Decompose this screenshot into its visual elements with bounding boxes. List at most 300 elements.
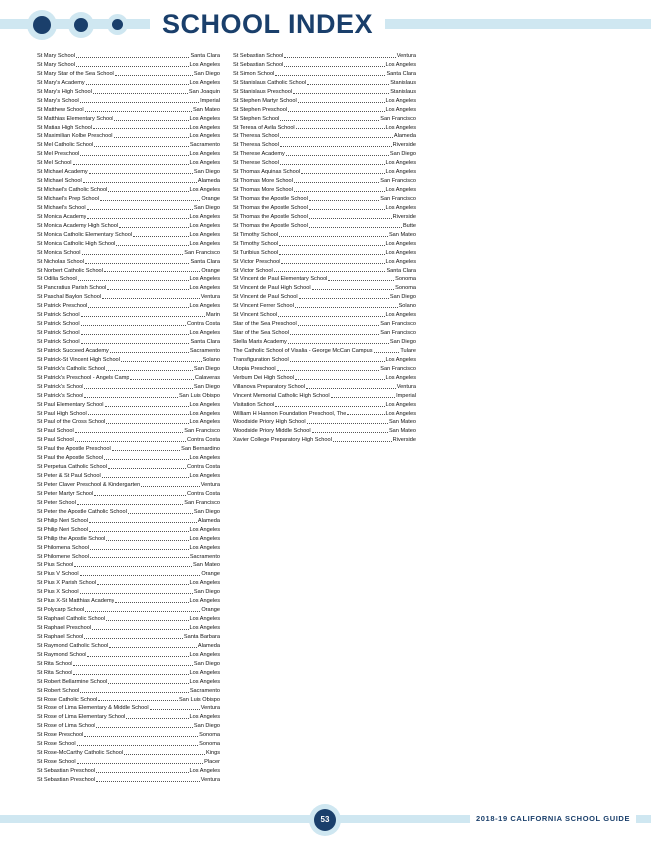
school-location: San Francisco [380, 365, 416, 372]
school-name: St Thomas the Apostle School [233, 196, 308, 202]
dot-leader [290, 361, 385, 362]
school-name: St Thomas Aquinas School [233, 169, 301, 176]
school-name: St Vincent Ferrer School [233, 303, 294, 310]
index-entry [37, 660, 220, 669]
dot-leader [89, 522, 197, 523]
dot-leader [295, 379, 385, 380]
header-dot-large-inner [33, 16, 51, 34]
school-location: Ventura [396, 53, 416, 59]
school-name: St Norbert Catholic School [37, 267, 103, 274]
index-entry [233, 258, 416, 267]
index-entry [233, 383, 416, 392]
index-entry [37, 624, 220, 633]
school-name: St Philip the Apostle School [37, 535, 106, 542]
school-location: Los Angeles [189, 401, 220, 408]
school-location: Alameda [393, 133, 416, 140]
dot-leader [74, 566, 192, 567]
index-entry [233, 374, 416, 383]
index-entry [37, 508, 220, 517]
dot-leader [115, 602, 188, 603]
school-name: St Rose-McCarthy Catholic School [37, 750, 124, 757]
dot-leader [84, 388, 192, 389]
index-entry [37, 365, 220, 374]
school-location: San Diego [389, 339, 416, 345]
school-location: Sonoma [395, 276, 416, 283]
dot-leader [84, 397, 177, 398]
dot-leader [75, 432, 184, 433]
school-location: Los Angeles [189, 160, 220, 167]
school-location: Los Angeles [189, 133, 220, 140]
index-entry [37, 383, 220, 392]
index-entry [37, 490, 220, 499]
index-entry [37, 177, 220, 186]
index-entry [233, 347, 416, 356]
school-location: San Diego [193, 660, 220, 667]
dot-leader [106, 620, 188, 621]
school-location: Los Angeles [189, 276, 220, 283]
school-name: St Patrick School [37, 339, 80, 345]
school-name: St Peter the Apostle Catholic School [37, 508, 127, 515]
index-entry [37, 499, 220, 508]
school-location: Los Angeles [385, 187, 416, 194]
index-entry [37, 132, 220, 141]
school-name: St Therese School [233, 160, 279, 167]
index-entry [37, 115, 220, 124]
school-name: St Rita School [37, 669, 73, 676]
dot-leader [76, 57, 190, 58]
index-entry [37, 696, 220, 705]
school-name: St Timothy School [233, 240, 279, 247]
school-location: San Diego [193, 383, 220, 390]
index-entry [37, 240, 220, 249]
school-name: St Thomas More School [233, 178, 293, 185]
school-name: St Paul of the Cross School [37, 419, 106, 426]
index-entry [233, 150, 416, 159]
index-entry [37, 454, 220, 463]
school-name: St Patrick-St Vincent High School [37, 356, 120, 363]
dot-leader [96, 727, 192, 728]
dot-leader [347, 414, 384, 415]
index-entry [37, 168, 220, 177]
school-name: St Perpetua Catholic School [37, 464, 107, 471]
page-number: 53 [314, 809, 336, 831]
school-location: Los Angeles [189, 124, 220, 131]
index-entry [233, 311, 416, 320]
index-entry [233, 320, 416, 329]
index-entry [37, 758, 220, 767]
index-entry [37, 767, 220, 776]
index-entry [37, 427, 220, 436]
school-location: Santa Clara [190, 258, 220, 265]
school-name: St Philomena School [37, 544, 89, 551]
index-entry [37, 713, 220, 722]
school-location: Ventura [200, 776, 220, 783]
dot-leader [309, 218, 392, 219]
dot-leader [108, 191, 188, 192]
index-entry [233, 168, 416, 177]
dot-leader [284, 57, 395, 58]
school-location: San Francisco [184, 499, 220, 506]
index-entry [37, 669, 220, 678]
index-entry [37, 356, 220, 365]
school-name: St Mel Preschool [37, 151, 80, 158]
school-location: Los Angeles [385, 106, 416, 113]
school-name: St Victor School [233, 267, 273, 274]
dot-leader [296, 128, 385, 129]
school-location: Los Angeles [385, 240, 416, 247]
school-location: San Francisco [380, 178, 416, 185]
index-entry [37, 293, 220, 302]
school-location: San Diego [193, 723, 220, 730]
index-entry [37, 275, 220, 284]
dot-leader [81, 343, 190, 344]
school-name: St Thomas the Apostle School [233, 213, 308, 220]
dot-leader [107, 289, 188, 290]
school-name: St Rose of Lima School [37, 723, 96, 730]
index-entry [37, 642, 220, 651]
school-name: St Michael Academy [37, 169, 88, 176]
index-entry [233, 329, 416, 338]
school-location: Orange [201, 267, 220, 274]
school-name: The Catholic School of Visalia - George McCan Campus [233, 347, 373, 354]
dot-leader [81, 334, 189, 335]
school-location: Los Angeles [189, 213, 220, 220]
school-location: Riverside [392, 437, 416, 444]
dot-leader [73, 674, 188, 675]
dot-leader [281, 263, 384, 264]
school-name: St Patrick School [37, 321, 80, 328]
school-location: Los Angeles [385, 401, 416, 408]
school-name: St Michael's Prep School [37, 196, 100, 202]
dot-leader [85, 263, 190, 264]
index-entry [37, 687, 220, 696]
index-entry [37, 329, 220, 338]
school-name: St Simon School [233, 70, 275, 77]
index-entry [37, 88, 220, 97]
dot-leader [115, 75, 193, 76]
school-name: St Paul High School [37, 410, 87, 417]
dot-leader [280, 137, 393, 138]
school-location: Orange [201, 196, 220, 202]
dot-leader [128, 513, 193, 514]
index-entry [37, 213, 220, 222]
header-dot-medium-inner [74, 18, 88, 32]
index-entry [37, 678, 220, 687]
school-location: San Francisco [380, 330, 416, 337]
index-entry [233, 222, 416, 231]
index-entry [37, 159, 220, 168]
left-index-column [37, 52, 220, 785]
index-entry [233, 427, 416, 436]
school-location: Los Angeles [385, 249, 416, 256]
school-location: Sacramento [189, 687, 220, 694]
index-entry [233, 240, 416, 249]
index-entry [37, 186, 220, 195]
school-name: St Michael School [37, 178, 82, 185]
index-entry [233, 159, 416, 168]
dot-leader [374, 352, 400, 353]
index-entry [37, 731, 220, 740]
dot-leader [290, 334, 379, 335]
school-name: St Robert Bellarmine School [37, 678, 108, 685]
school-location: San Francisco [380, 115, 416, 122]
school-name: St Mary School [37, 53, 75, 59]
school-name: St Mel School [37, 160, 72, 167]
index-entry [37, 436, 220, 445]
school-location: Solano [202, 356, 220, 363]
school-name: St Mary Star of the Sea School [37, 70, 114, 77]
index-entry [37, 61, 220, 70]
school-location: San Bernardino [181, 446, 220, 453]
dot-leader [83, 182, 197, 183]
school-name: St Mary's High School [37, 88, 92, 95]
index-entry [37, 258, 220, 267]
dot-leader [78, 280, 189, 281]
school-location: Orange [201, 607, 220, 614]
dot-leader [121, 361, 202, 362]
school-name: St Raphael Catholic School [37, 616, 106, 623]
school-name: St Peter Martyr School [37, 490, 94, 497]
school-location: San Diego [193, 169, 220, 176]
dot-leader [82, 254, 184, 255]
index-entry [233, 195, 416, 204]
school-name: St Mary's Academy [37, 79, 85, 86]
school-location: Alameda [197, 642, 220, 649]
school-name: St Vincent School [233, 312, 278, 319]
school-name: Stella Maris Academy [233, 339, 287, 345]
school-location: Imperial [200, 97, 220, 104]
dot-leader [333, 441, 392, 442]
school-name: St Patrick Preschool [37, 303, 88, 310]
school-location: Riverside [392, 142, 416, 149]
dot-leader [286, 155, 389, 156]
index-entry [37, 445, 220, 454]
school-name: St Pius X School [37, 589, 79, 596]
index-entry [233, 249, 416, 258]
index-entry [233, 231, 416, 240]
index-entry [37, 222, 220, 231]
index-entry [233, 52, 416, 61]
dot-leader [114, 137, 189, 138]
school-location: San Diego [193, 204, 220, 211]
dot-leader [86, 84, 189, 85]
index-entry [37, 553, 220, 562]
index-entry [233, 132, 416, 141]
school-location: Los Angeles [189, 535, 220, 542]
dot-leader [87, 218, 188, 219]
dot-leader [80, 593, 193, 594]
school-location: Butte [402, 222, 416, 229]
school-name: St Paschal Baylon School [37, 294, 102, 301]
index-entry [233, 401, 416, 410]
index-entry [233, 70, 416, 79]
school-location: Kings [206, 750, 220, 757]
dot-leader [80, 575, 201, 576]
school-name: St Raymond School [37, 651, 87, 658]
school-name: St Stanislaus Catholic School [233, 79, 307, 86]
school-location: Los Angeles [189, 714, 220, 721]
dot-leader [309, 209, 385, 210]
index-entry [233, 213, 416, 222]
school-location: Alameda [197, 517, 220, 524]
school-name: St Patrick's School [37, 383, 84, 390]
school-name: St Timothy School [233, 231, 279, 238]
dot-leader [96, 781, 200, 782]
index-entry [233, 97, 416, 106]
right-index-column [233, 52, 416, 445]
school-name: Star of the Sea School [233, 330, 289, 337]
school-location: Los Angeles [189, 285, 220, 292]
school-location: Stanislaus [390, 88, 416, 95]
index-entry [233, 356, 416, 365]
index-entry [37, 124, 220, 133]
school-location: Contra Costa [187, 490, 220, 497]
school-location: San Diego [193, 365, 220, 372]
school-name: St Matthias Elementary School [37, 115, 114, 122]
index-entry [233, 302, 416, 311]
school-name: St Rose Preschool [37, 732, 84, 739]
dot-leader [81, 316, 205, 317]
school-name: St Stephen Martyr School [233, 97, 297, 104]
dot-leader [80, 155, 188, 156]
school-name: St Paul the Apostle School [37, 455, 103, 462]
index-entry [37, 284, 220, 293]
index-entry [37, 463, 220, 472]
school-name: Villanova Preparatory School [233, 383, 306, 390]
dot-leader [288, 111, 384, 112]
school-location: Sacramento [189, 142, 220, 149]
dot-leader [309, 227, 402, 228]
dot-leader [301, 173, 384, 174]
school-location: Los Angeles [189, 455, 220, 462]
index-entry [37, 472, 220, 481]
school-name: St Thomas the Apostle School [233, 204, 308, 211]
dot-leader [106, 370, 193, 371]
dot-leader [98, 700, 178, 701]
school-location: San Diego [193, 70, 220, 77]
school-name: St Peter School [37, 499, 76, 506]
dot-leader [298, 102, 385, 103]
school-name: St Rose of Lima Elementary School [37, 714, 126, 721]
index-entry [37, 97, 220, 106]
dot-leader [97, 584, 188, 585]
index-entry [233, 436, 416, 445]
dot-leader [284, 66, 384, 67]
dot-leader [275, 406, 384, 407]
school-name: St Pius V School [37, 571, 79, 578]
index-entry [37, 526, 220, 535]
index-entry [37, 410, 220, 419]
school-name: St Maximilian Kolbe Preschool [37, 133, 113, 140]
dot-leader [85, 611, 200, 612]
school-name: St Peter Claver Preschool & Kindergarten [37, 482, 141, 488]
index-entry [233, 61, 416, 70]
dot-leader [130, 379, 193, 380]
school-location: San Mateo [388, 428, 416, 435]
dot-leader [114, 120, 188, 121]
school-location: Los Angeles [189, 580, 220, 587]
dot-leader [116, 245, 188, 246]
dot-leader [280, 120, 379, 121]
school-location: Santa Barbara [183, 633, 220, 640]
dot-leader [80, 102, 199, 103]
school-name: St Sebastian School [233, 53, 284, 59]
school-name: Star of the Sea Preschool [233, 321, 297, 328]
school-name: St Pius X Parish School [37, 580, 97, 587]
dot-leader [85, 111, 192, 112]
dot-leader [92, 629, 188, 630]
school-location: Los Angeles [385, 124, 416, 131]
dot-leader [108, 683, 188, 684]
school-location: Los Angeles [189, 151, 220, 158]
index-entry [233, 204, 416, 213]
index-entry [37, 150, 220, 159]
school-location: Los Angeles [189, 473, 220, 480]
school-name: St Victor Preschool [233, 258, 281, 265]
school-name: Verbum Dei High School [233, 374, 294, 381]
school-location: Santa Clara [386, 267, 416, 274]
school-location: Santa Clara [190, 53, 220, 59]
index-entry [37, 249, 220, 258]
school-location: Los Angeles [385, 374, 416, 381]
index-entry [233, 79, 416, 88]
index-entry [37, 579, 220, 588]
school-location: Los Angeles [189, 768, 220, 774]
dot-leader [295, 307, 398, 308]
school-name: St Philip Neri School [37, 517, 88, 524]
index-entry [37, 141, 220, 150]
dot-leader [96, 772, 188, 773]
dot-leader [77, 745, 199, 746]
index-entry [37, 740, 220, 749]
index-entry [37, 722, 220, 731]
index-entry [233, 124, 416, 133]
index-entry [233, 267, 416, 276]
school-location: Sacramento [189, 553, 220, 560]
dot-leader [312, 432, 388, 433]
dot-leader [299, 298, 389, 299]
dot-leader [124, 754, 205, 755]
school-location: Imperial [396, 392, 416, 399]
dot-leader [89, 531, 189, 532]
school-name: St Monica Academy High School [37, 222, 119, 229]
school-location: Los Angeles [189, 187, 220, 194]
dot-leader [84, 638, 183, 639]
dot-leader [309, 200, 379, 201]
index-entry [233, 106, 416, 115]
dot-leader [133, 236, 188, 237]
school-location: Los Angeles [385, 61, 416, 68]
school-location: San Mateo [388, 231, 416, 238]
school-name: St Stephen School [233, 115, 280, 122]
index-entry [37, 517, 220, 526]
school-location: Contra Costa [187, 437, 220, 444]
index-entry [233, 177, 416, 186]
dot-leader [279, 236, 388, 237]
dot-leader [307, 84, 389, 85]
index-entry [233, 392, 416, 401]
school-name: St Nicholas School [37, 258, 84, 265]
school-location: Los Angeles [385, 97, 416, 104]
school-name: St Raymond Catholic School [37, 642, 109, 649]
school-name: St Rita School [37, 660, 73, 667]
dot-leader [280, 164, 385, 165]
school-location: San Luis Obispo [178, 696, 220, 703]
index-entry [37, 749, 220, 758]
dot-leader [80, 692, 189, 693]
index-entry [233, 115, 416, 124]
school-name: St Monica Catholic Elementary School [37, 231, 133, 238]
